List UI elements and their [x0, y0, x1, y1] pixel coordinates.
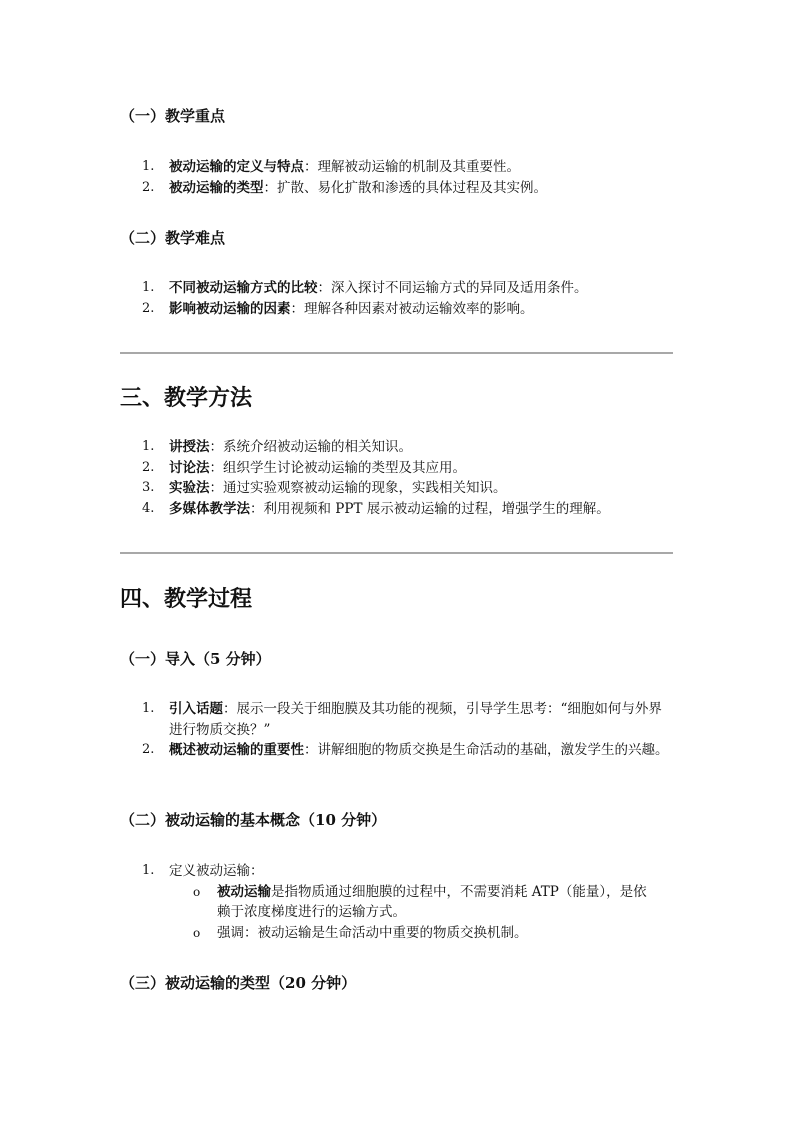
horizontal-rule: [120, 552, 673, 554]
list-item-term: 讲授法: [169, 439, 210, 455]
hollow-circle-icon: o: [193, 884, 201, 899]
sub-list: [169, 882, 680, 944]
list-number: 1.: [142, 280, 155, 295]
list-item: [120, 861, 680, 943]
list-item-term: 讨论法: [169, 459, 210, 476]
list-item: [120, 458, 680, 479]
horizontal-rule: [120, 352, 673, 354]
list-item-term: 被动运输的类型: [169, 179, 264, 196]
list-item-term: 影响被动运输的因素: [169, 300, 291, 317]
list-item-label: 定义被动运输：: [169, 863, 264, 879]
list-item: [120, 437, 680, 458]
list-item-text: ：组织学生讨论被动运输的类型及其应用。: [209, 459, 466, 476]
list-item: [120, 699, 670, 740]
list-item: [120, 299, 680, 320]
intro-list: [120, 699, 670, 761]
list-item-text: ：通过实验观察被动运输的现象，实践相关知识。: [209, 480, 507, 496]
list-number: 2.: [142, 300, 155, 316]
hollow-circle-icon: o: [193, 925, 201, 940]
list-item-term: 实验法: [169, 480, 210, 496]
list-number: 3.: [142, 480, 155, 495]
list-number: 2.: [142, 742, 155, 757]
sub-item-term: 被动运输: [217, 883, 271, 900]
sub-item-text: 强调：被动运输是生命活动中重要的物质交换机制。: [217, 924, 528, 941]
list-item-text: ：理解被动运输的机制及其重要性。: [304, 159, 520, 175]
sub-list-item: [169, 923, 647, 944]
list-number: 4.: [142, 500, 155, 516]
list-number: 1.: [142, 863, 155, 878]
list-item-term: 概述被动运输的重要性: [169, 742, 304, 758]
methods-list: [120, 437, 680, 519]
list-number: 2.: [142, 179, 155, 195]
list-item-term: 不同被动运输方式的比较: [169, 280, 318, 296]
concept-list: [120, 861, 680, 943]
list-item: [120, 278, 680, 299]
section-heading-methods: 三、教学方法: [120, 385, 253, 411]
list-item: [120, 478, 680, 499]
list-number: 2.: [142, 459, 155, 475]
list-number: 1.: [142, 701, 155, 716]
list-item: [120, 178, 680, 199]
list-item-text: ：利用视频和 PPT 展示被动运输的过程，增强学生的理解。: [250, 500, 610, 517]
section-heading-difficulties: （二）教学难点: [120, 229, 226, 247]
list-item: [120, 157, 680, 178]
list-number: 1.: [142, 439, 155, 454]
list-item-text: ：深入探讨不同运输方式的异同及适用条件。: [317, 280, 588, 296]
list-item-term: 引入话题: [169, 701, 223, 717]
list-item: [120, 740, 670, 761]
list-item-term: 被动运输的定义与特点: [169, 159, 304, 175]
list-item-text: ：理解各种因素对被动运输效率的影响。: [290, 300, 534, 317]
list-item-text: ：系统介绍被动运输的相关知识。: [209, 439, 412, 455]
subsection-heading-intro: （一）导入（5 分钟）: [120, 650, 271, 668]
list-item-text: ：展示一段关于细胞膜及其功能的视频，引导学生思考：“细胞如何与外界进行物质交换？”: [169, 701, 662, 738]
section-heading-process: 四、教学过程: [120, 586, 253, 612]
sub-list-item: [169, 882, 647, 923]
list-item-text: ：讲解细胞的物质交换是生命活动的基础，激发学生的兴趣。: [304, 742, 669, 758]
subsection-heading-concept: （二）被动运输的基本概念（10 分钟）: [120, 811, 387, 829]
list-item-text: ：扩散、易化扩散和渗透的具体过程及其实例。: [263, 179, 547, 196]
sub-item-text: 是指物质通过细胞膜的过程中，不需要消耗 ATP（能量），是依赖于浓度梯度进行的运输方式。: [217, 883, 647, 920]
list-item-term: 多媒体教学法: [169, 500, 250, 517]
subsection-heading-types: （三）被动运输的类型（20 分钟）: [120, 974, 357, 992]
section-heading-key-points: （一）教学重点: [120, 107, 226, 125]
list-item: [120, 499, 680, 520]
key-points-list: [120, 157, 680, 198]
difficulties-list: [120, 278, 680, 319]
list-number: 1.: [142, 159, 155, 174]
